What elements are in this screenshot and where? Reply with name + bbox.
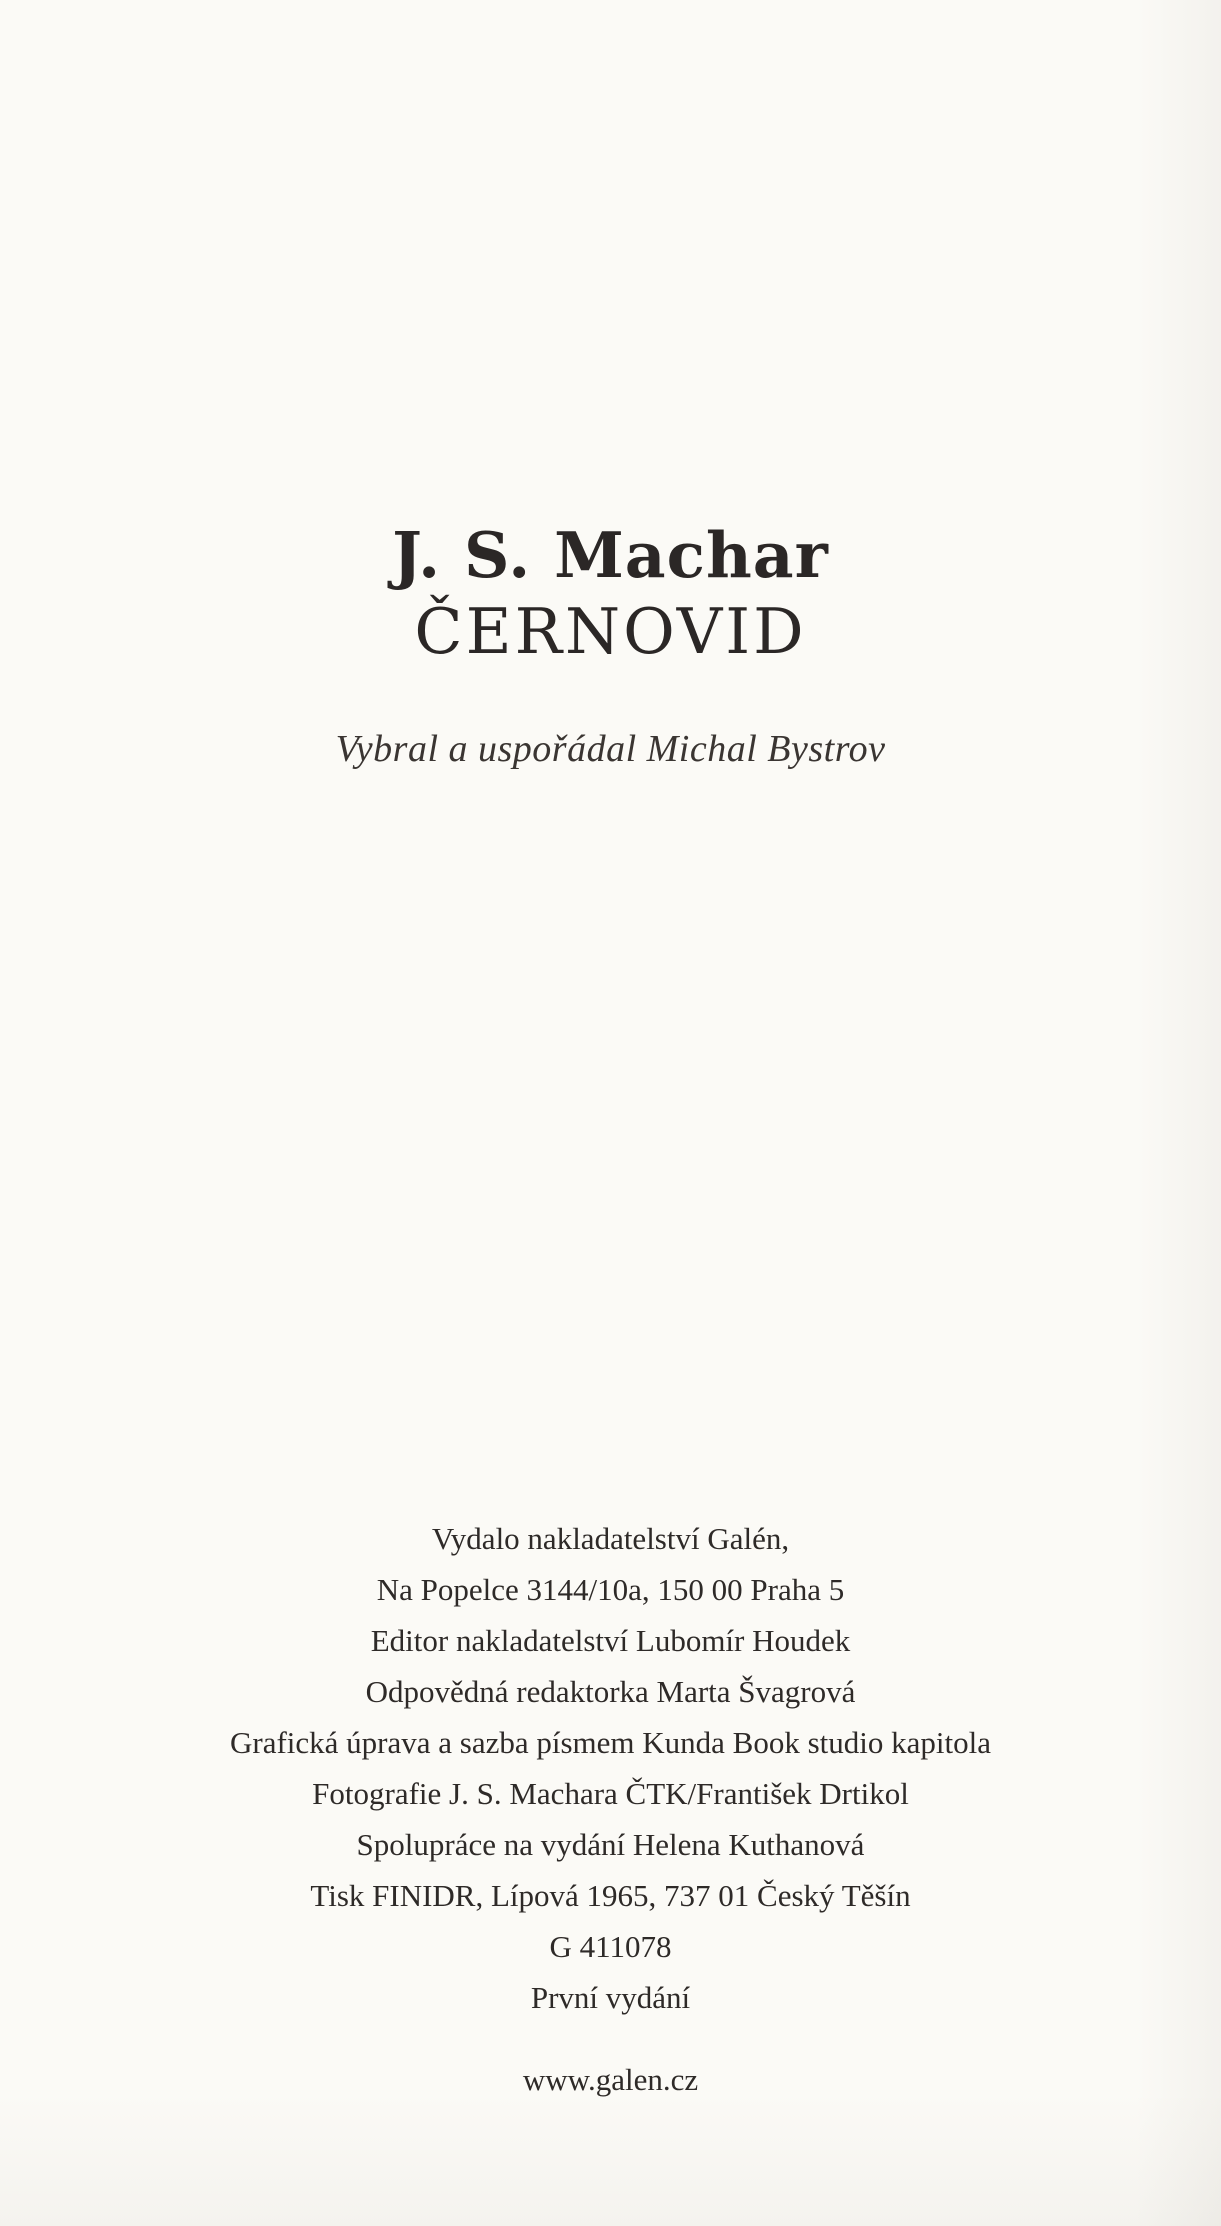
book-title: ČERNOVID: [414, 595, 807, 668]
editor-credit: Vybral a uspořádal Michal Bystrov: [335, 728, 886, 770]
imprint-line-responsible-editor: Odpovědná redaktorka Marta Švagrová: [365, 1674, 856, 1709]
title-block: [0, 515, 1221, 673]
imprint-line-publisher: Vydalo nakladatelství Galén,: [431, 1521, 790, 1556]
imprint-line-edition: První vydání: [530, 1980, 691, 2015]
website-link: www.galen.cz: [522, 2062, 699, 2097]
imprint-line-typesetting: Grafická úprava a sazba písmem Kunda Book studio kapitola: [230, 1725, 991, 1760]
imprint: [0, 1513, 1221, 2023]
imprint-line-code: G 411078: [549, 1929, 672, 1964]
author-name: J. S. Machar: [392, 518, 829, 592]
imprint-line-printer: Tisk FINIDR, Lípová 1965, 737 01 Český Těšín: [310, 1878, 911, 1913]
imprint-line-editor: Editor nakladatelství Lubomír Houdek: [370, 1623, 851, 1658]
imprint-line-address: Na Popelce 3144/10a, 150 00 Praha 5: [376, 1572, 845, 1607]
imprint-line-cooperation: Spolupráce na vydání Helena Kuthanová: [356, 1827, 865, 1862]
imprint-line-photography: Fotografie J. S. Machara ČTK/František Drtikol: [312, 1776, 909, 1811]
